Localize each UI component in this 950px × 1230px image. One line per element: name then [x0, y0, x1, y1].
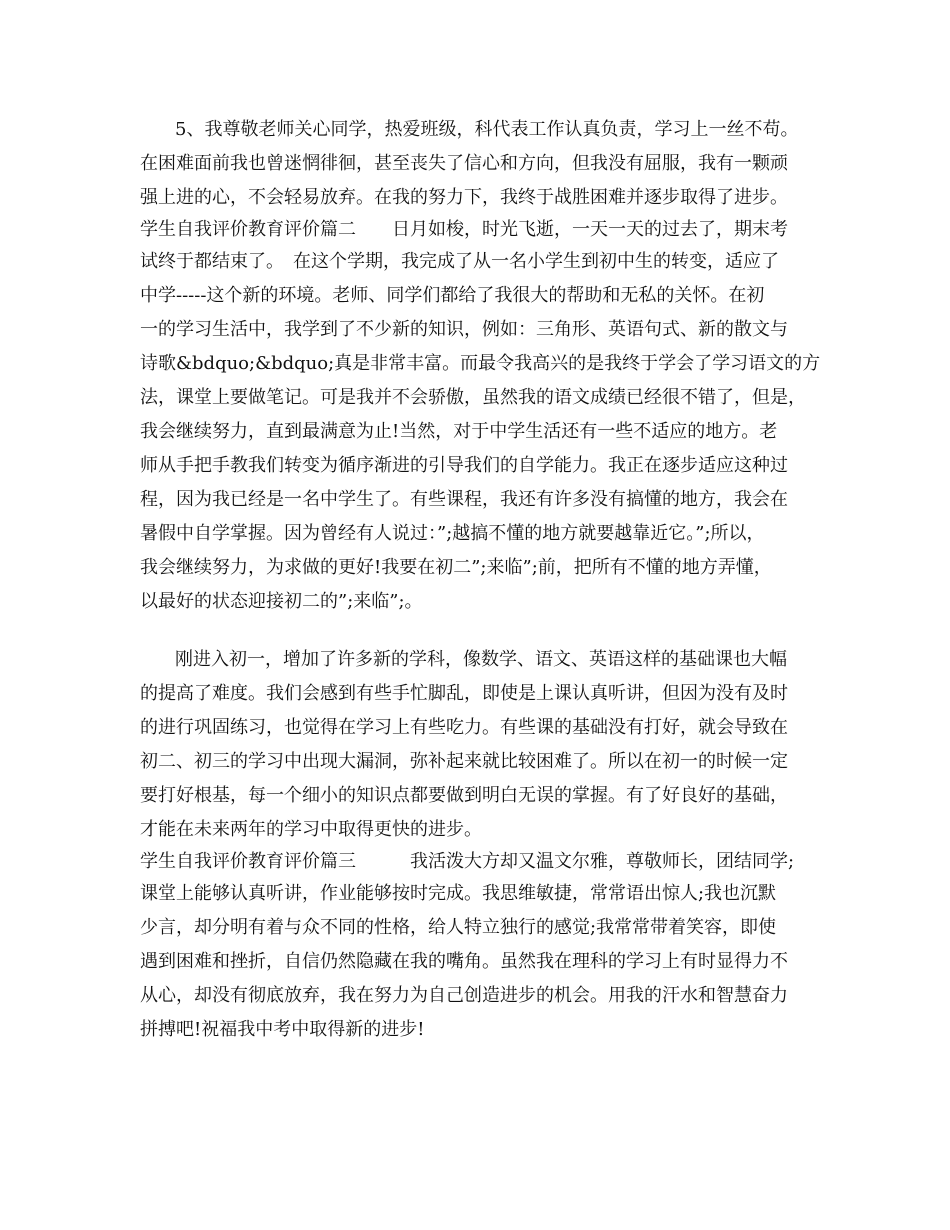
- paragraph-line: 初二、初三的学习中出现大漏洞，弥补起来就比较困难了。所以在初一的时候一定: [140, 751, 788, 772]
- paragraph-line: 少言，却分明有着与众不同的性格，给人特立独行的感觉;我常常带着笑容，即使: [140, 917, 777, 938]
- paragraph-line: 刚进入初一，增加了许多新的学科，像数学、语文、英语这样的基础课也大幅: [175, 649, 787, 670]
- paragraph-line: 我会继续努力，为求做的更好!我要在初二”;来临”;前，把所有不懂的地方弄懂，: [140, 557, 772, 578]
- paragraph-line: 我会继续努力，直到最满意为止!当然，对于中学生活还有一些不适应的地方。老: [140, 421, 778, 442]
- paragraph-line: 在困难面前我也曾迷惘徘徊，甚至丧失了信心和方向，但我没有屈服，我有一颗顽: [140, 153, 788, 174]
- paragraph-line: 学生自我评价教育评价篇三 我活泼大方却又温文尔雅，尊敬师长，团结同学;: [140, 851, 795, 872]
- paragraph-line: 遇到困难和挫折，自信仍然隐藏在我的嘴角。虽然我在理科的学习上有时显得力不: [140, 951, 788, 972]
- paragraph-line: 强上进的心，不会轻易放弃。在我的努力下，我终于战胜困难并逐步取得了进步。: [140, 187, 788, 208]
- paragraph-line: 诗歌&bdquo;&bdquo;真是非常丰富。而最令我高兴的是我终于学会了学习语文的方: [140, 353, 821, 374]
- paragraph-line: 拼搏吧!祝福我中考中取得新的进步!: [140, 1019, 425, 1040]
- paragraph-line: 5、我尊敬老师关心同学，热爱班级，科代表工作认真负责，学习上一丝不苟。: [175, 119, 799, 140]
- paragraph-line: 暑假中自学掌握。因为曾经有人说过：”;越搞不懂的地方就要越靠近它。”;所以，: [140, 523, 765, 544]
- paragraph-line: 课堂上能够认真听讲，作业能够按时完成。我思维敏捷，常常语出惊人;我也沉默: [140, 883, 777, 904]
- paragraph-line: 的提高了难度。我们会感到有些手忙脚乱，即使是上课认真听讲，但因为没有及时: [140, 683, 788, 704]
- paragraph-line: 法，课堂上要做笔记。可是我并不会骄傲，虽然我的语文成绩已经很不错了，但是，: [140, 387, 806, 408]
- paragraph-line: 学生自我评价教育评价篇二 日月如梭，时光飞逝，一天一天的过去了，期末考: [140, 219, 788, 240]
- paragraph-line: 的进行巩固练习，也觉得在学习上有些吃力。有些课的基础没有打好，就会导致在: [140, 717, 788, 738]
- paragraph-line: 一的学习生活中，我学到了不少新的知识，例如：三角形、英语句式、新的散文与: [140, 319, 788, 340]
- paragraph-line: 师从手把手教我们转变为循序渐进的引导我们的自学能力。我正在逐步适应这种过: [140, 455, 788, 476]
- paragraph-line: 程，因为我已经是一名中学生了。有些课程，我还有许多没有搞懂的地方，我会在: [140, 489, 788, 510]
- paragraph-line: 才能在未来两年的学习中取得更快的进步。: [140, 819, 482, 840]
- paragraph-line: 从心，却没有彻底放弃，我在努力为自己创造进步的机会。用我的汗水和智慧奋力: [140, 985, 788, 1006]
- paragraph-line: 要打好根基，每一个细小的知识点都要做到明白无误的掌握。有了好良好的基础，: [140, 785, 788, 806]
- paragraph-line: 以最好的状态迎接初二的”;来临”;。: [140, 591, 423, 612]
- paragraph-line: 试终于都结束了。 在这个学期，我完成了从一名小学生到初中生的转变，适应了: [140, 251, 779, 272]
- paragraph-line: 中学-----这个新的环境。老师、同学们都给了我很大的帮助和无私的关怀。在初: [140, 285, 765, 306]
